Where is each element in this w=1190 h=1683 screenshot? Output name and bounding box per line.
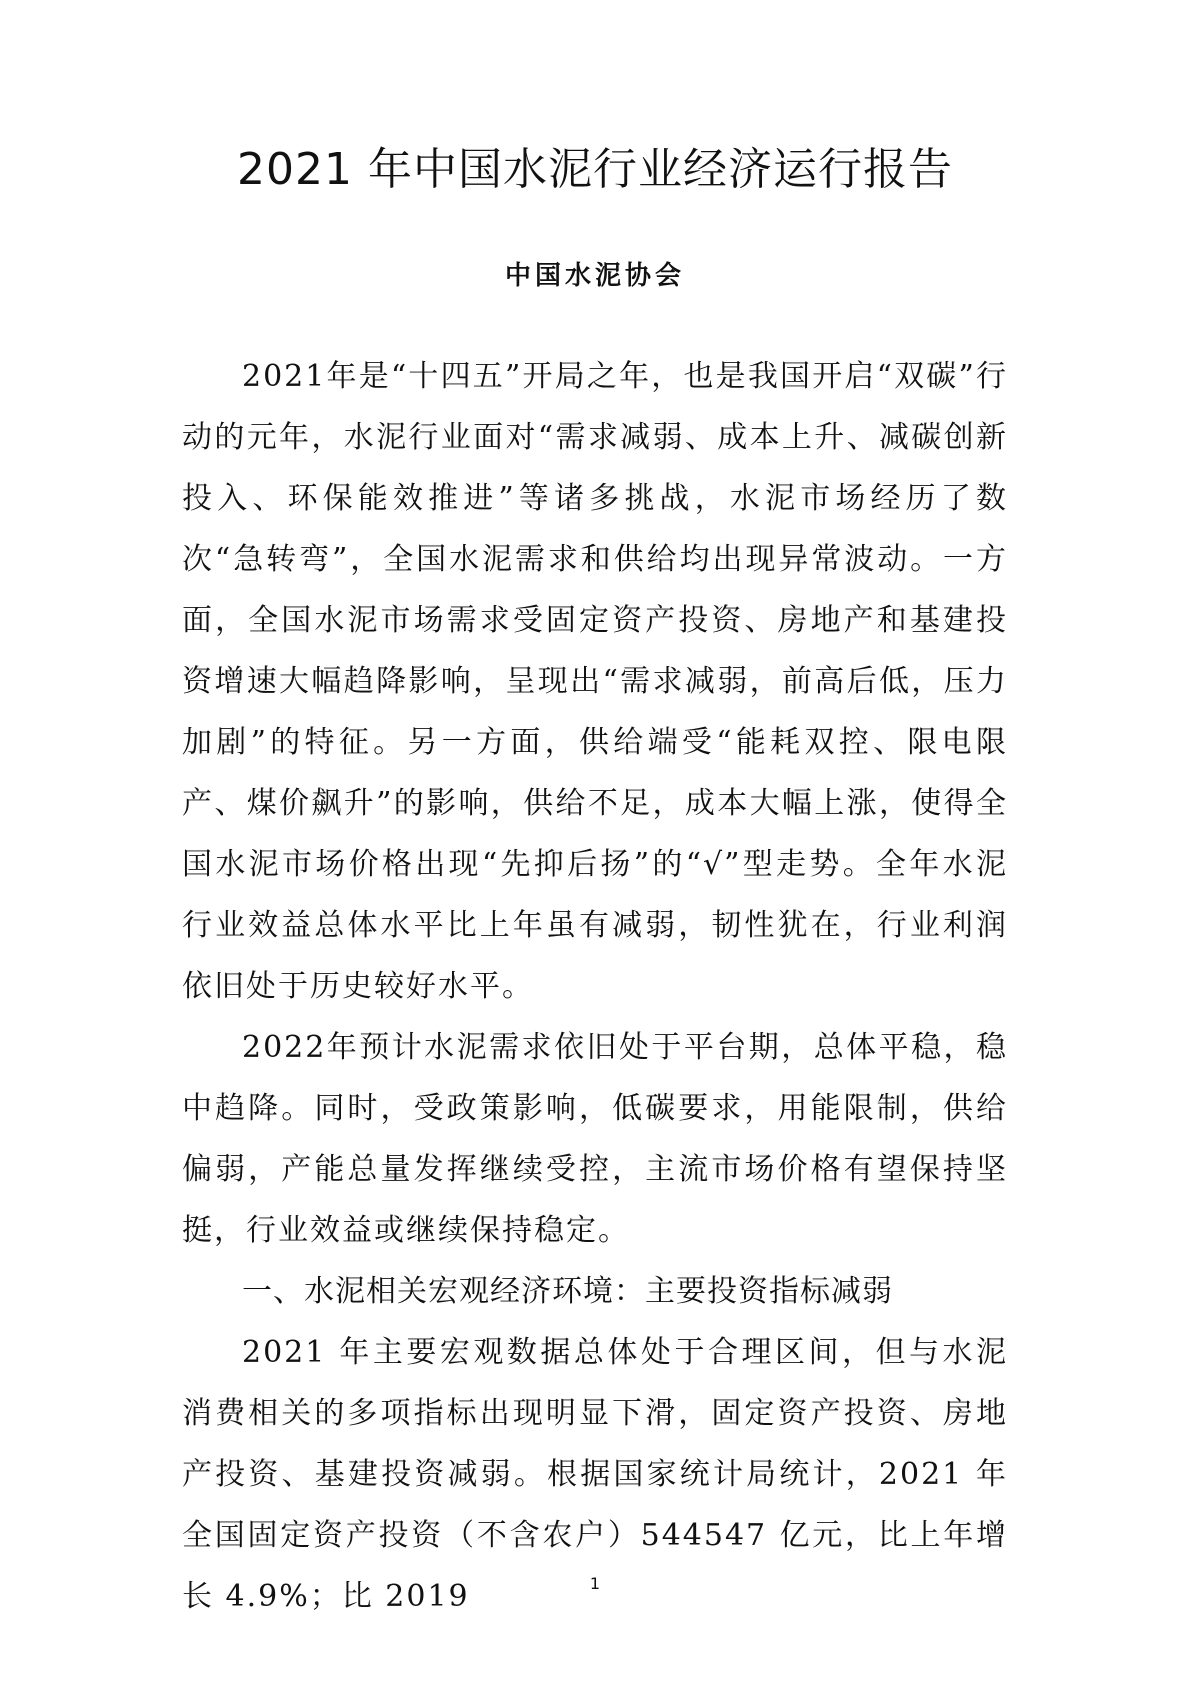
intro-paragraph: 2021年是“十四五”开局之年，也是我国开启“双碳”行动的元年，水泥行业面对“需求减弱、成本上升、减碳创新投入、环保能效推进”等诸多挑战，水泥市场经历了数次“急转弯”，全国水泥需求和供给均出现异常波动。一方面，全国水泥市场需求受固定资产投资、房地产和基建投资增速大幅趋降影响，呈现出“需求减弱，前高后低，压力加剧”的特征。另一方面，供给端受“能耗双控、限电限产、煤价飙升”的影响，供给不足，成本大幅上涨，使得全国水泥市场价格出现“先抑后扬”的“√”型走势。全年水泥行业效益总体水平比上年虽有减弱，韧性犹在，行业利润依旧处于历史较好水平。 — [182, 359, 1008, 1004]
section-paragraph: 2021 年主要宏观数据总体处于合理区间，但与水泥消费相关的多项指标出现明显下滑，固定资产投资、房地产投资、基建投资减弱。根据国家统计局统计，2021 年全国固定资产投资（不含农户）544547 亿元，比上年增长 4.9%；比 2019 — [182, 1335, 1008, 1614]
outlook-paragraph: 2022年预计水泥需求依旧处于平台期，总体平稳，稳中趋降。同时，受政策影响，低碳要求，用能限制，供给偏弱，产能总量发挥继续受控，主流市场价格有望保持坚挺，行业效益或继续保持稳定。 — [182, 1030, 1008, 1248]
page-title: 2021 年中国水泥行业经济运行报告 — [237, 144, 953, 195]
author-organization: 中国水泥协会 — [504, 261, 685, 291]
section-heading: 一、水泥相关宏观经济环境：主要投资指标减弱 — [242, 1274, 893, 1309]
page-number: 1 — [589, 1574, 601, 1593]
document-body — [182, 346, 1008, 1627]
